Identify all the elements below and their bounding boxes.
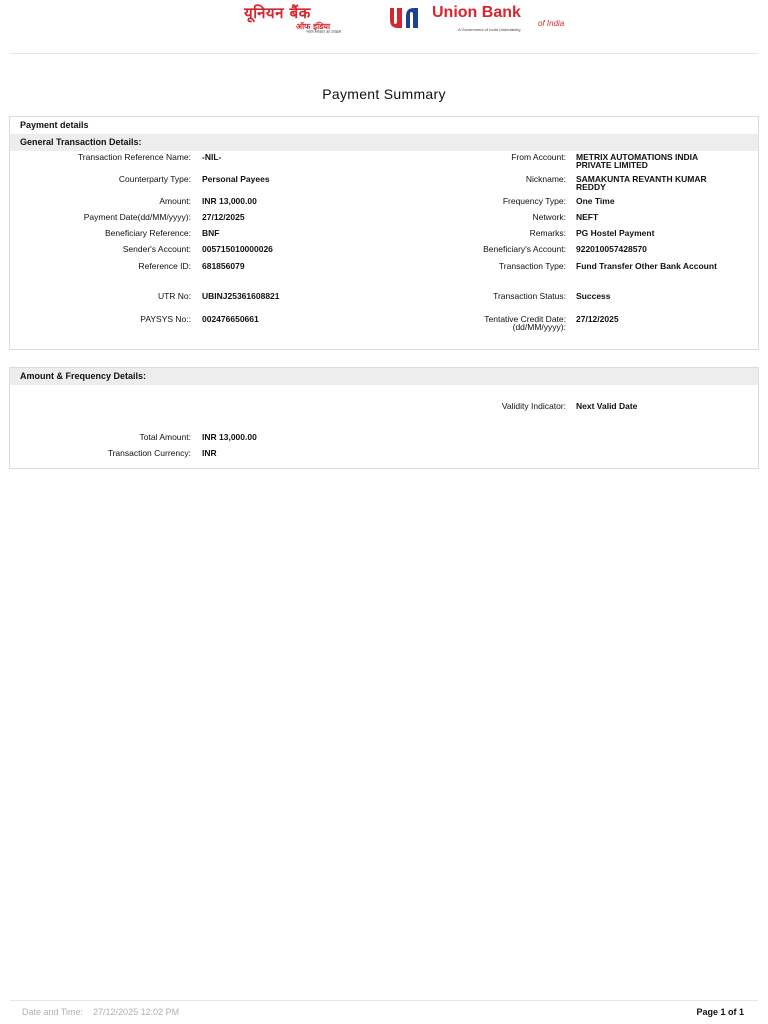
from-account-value: METRIX AUTOMATIONS INDIA PRIVATE LIMITED — [576, 152, 698, 170]
page-footer — [10, 1000, 758, 1024]
utr-no-value: UBINJ25361608821 — [202, 291, 280, 301]
transaction-currency-label: Transaction Currency: — [107, 448, 191, 458]
page-title: Payment Summary — [322, 86, 446, 102]
payment-date-label: Payment Date(dd/MM/yyyy): — [83, 212, 191, 222]
payment-details-section — [9, 116, 759, 350]
amount-label: Amount: — [159, 196, 191, 206]
bank-logo — [236, 4, 570, 34]
tentative-credit-date-value: 27/12/2025 — [576, 314, 619, 324]
amount-frequency-heading: Amount & Frequency Details: — [10, 368, 758, 385]
footer-datetime — [22, 1007, 179, 1017]
logo-english-name: Union Bank — [432, 4, 521, 21]
logo-english-sub: of India — [538, 19, 565, 28]
reference-id-label: Reference ID: — [138, 261, 191, 271]
nickname-value: SAMAKUNTA REVANTH KUMAR REDDY — [576, 174, 707, 192]
transaction-reference-name-label: Transaction Reference Name: — [77, 152, 191, 162]
counterparty-type-value: Personal Payees — [202, 174, 270, 184]
payment-date-value: 27/12/2025 — [202, 212, 245, 222]
logo-hindi-tagline: भारत सरकार का उपक्रम — [306, 29, 342, 34]
counterparty-type-label: Counterparty Type: — [118, 174, 191, 184]
logo-english-tagline: A Government of India Undertaking — [458, 27, 521, 32]
total-amount-value: INR 13,000.00 — [202, 432, 257, 442]
frequency-type-value: One Time — [576, 196, 615, 206]
payment-details-heading: Payment details — [20, 120, 89, 130]
logo-hindi-block — [236, 4, 376, 34]
from-account-label: From Account: — [511, 152, 566, 162]
validity-indicator-value: Next Valid Date — [576, 401, 638, 411]
transaction-reference-name-value: -NIL- — [202, 152, 222, 162]
remarks-value: PG Hostel Payment — [576, 228, 655, 238]
senders-account-label: Sender's Account: — [122, 244, 191, 254]
general-transaction-heading: General Transaction Details: — [10, 134, 758, 151]
logo-hindi-name: यूनियन बैंक — [244, 4, 311, 22]
union-bank-logo-icon — [380, 4, 430, 32]
validity-indicator-label: Validity Indicator: — [501, 401, 566, 411]
beneficiary-reference-value: BNF — [202, 228, 220, 238]
amount-value: INR 13,000.00 — [202, 196, 257, 206]
footer-datetime-value: 27/12/2025 12:02 PM — [93, 1007, 180, 1017]
page-number: Page 1 of 1 — [696, 1007, 744, 1017]
frequency-type-label: Frequency Type: — [502, 196, 566, 206]
network-label: Network: — [532, 212, 566, 222]
reference-id-value: 681856079 — [202, 261, 245, 271]
senders-account-value: 005715010000026 — [202, 244, 273, 254]
nickname-label: Nickname: — [525, 174, 566, 184]
transaction-currency-value: INR — [202, 448, 217, 458]
transaction-status-label: Transaction Status: — [493, 291, 566, 301]
page-header — [10, 0, 758, 54]
remarks-label: Remarks: — [529, 228, 566, 238]
total-amount-label: Total Amount: — [139, 432, 191, 442]
transaction-status-value: Success — [576, 291, 611, 301]
paysys-no-value: 002476650661 — [202, 314, 259, 324]
beneficiary-account-value: 922010057428570 — [576, 244, 647, 254]
amount-frequency-section — [9, 367, 759, 469]
tentative-credit-date-label: Tentative Credit Date:(dd/MM/yyyy): — [484, 314, 566, 332]
beneficiary-account-label: Beneficiary's Account: — [483, 244, 566, 254]
transaction-type-value: Fund Transfer Other Bank Account — [576, 261, 717, 271]
logo-english-block — [430, 4, 570, 34]
logo-hindi-sub: ऑफ इंडिया — [296, 22, 331, 31]
paysys-no-label: PAYSYS No:: — [140, 314, 191, 324]
network-value: NEFT — [576, 212, 599, 222]
beneficiary-reference-label: Beneficiary Reference: — [105, 228, 191, 238]
utr-no-label: UTR No: — [157, 291, 191, 301]
footer-datetime-label: Date and Time: — [22, 1007, 84, 1017]
transaction-type-label: Transaction Type: — [498, 261, 566, 271]
